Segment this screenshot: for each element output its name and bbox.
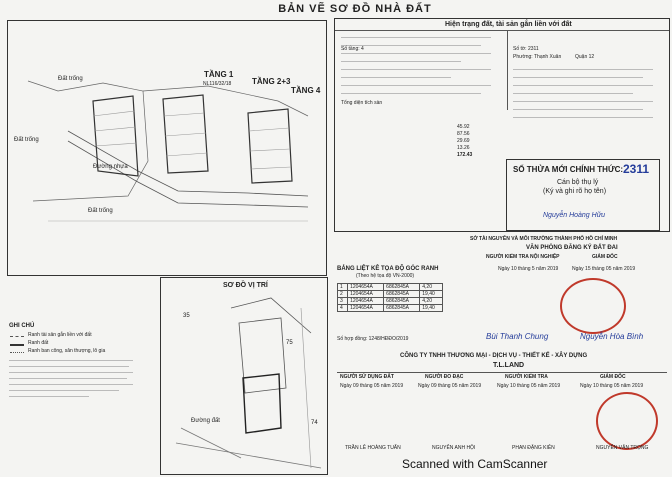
office-line1: SỞ TÀI NGUYÊN VÀ MÔI TRƯỜNG THÀNH PHỐ HỒ CHÍ MINH [470, 236, 618, 242]
note-item-1: Ranh tài sản gắn liền với đất [28, 332, 92, 338]
location-map-drawing [161, 278, 327, 474]
note-item-2: Ranh đất [28, 340, 49, 346]
company-stamp [596, 392, 658, 450]
company-date-c: Ngày 10 tháng 05 năm 2019 [497, 383, 561, 389]
company-col3: NGƯỜI KIỂM TRA [505, 374, 548, 380]
area-value-3: 29.69 [457, 138, 470, 144]
notes-text-block [9, 358, 137, 403]
location-road-label: Đường đất [191, 418, 220, 424]
floor1-label: TẦNG 1 [204, 70, 234, 79]
official-title: SỐ THỬA MỚI CHÍNH THỨC: [513, 165, 624, 174]
drawing-code: Số hợp đồng: 1248/HĐĐO/2019 [337, 336, 409, 342]
floor23-label: TẦNG 2+3 [252, 77, 291, 86]
area-value-total: 172.43 [457, 152, 473, 158]
table-row: 3 1204654A 6862845A 4,20 [338, 298, 443, 305]
office-sign1: Bùi Thanh Chung [486, 332, 549, 341]
plan-frame [7, 20, 327, 276]
official-signer: Nguyễn Hoàng Hữu [543, 212, 606, 219]
company-short: T.L.LAND [493, 362, 525, 369]
parcel-a-label: 35 [183, 313, 190, 319]
office-col2: GIÁM ĐỐC [592, 254, 618, 260]
road-label: Đường nhựa [93, 164, 128, 170]
area-value-2: 87.56 [457, 131, 470, 137]
right-info-lines-b [513, 67, 663, 147]
empty-land-label-mid: Đất trống [14, 137, 39, 143]
company-name2: NGUYỄN ANH HỘI [432, 445, 476, 451]
company-date-a: Ngày 09 tháng 05 năm 2019 [340, 383, 404, 389]
coords-table [337, 283, 443, 312]
floor4-label: TẦNG 4 [291, 86, 321, 95]
office-col1: NGƯỜI KIỂM TRA NỘI NGHIỆP [486, 254, 560, 260]
company-col1: NGƯỜI SỬ DỤNG ĐẤT [340, 374, 394, 380]
location-heading: SƠ ĐỒ VỊ TRÍ [223, 282, 268, 289]
office-stamp [560, 278, 626, 334]
camscanner-watermark: Scanned with CamScanner [402, 457, 548, 471]
area-value-1: 45.92 [457, 124, 470, 130]
official-number: 2311 [623, 162, 650, 176]
table-row: 4 1204654A 6862845A 19,40 [338, 305, 443, 312]
parcel-number: Số tờ: 2311 [513, 46, 539, 52]
table-row: 2 1204654A 6862845A 19,40 [338, 291, 443, 298]
coords-subheading: (Theo hệ tọa độ VN-2000) [356, 273, 415, 279]
company-date-b: Ngày 09 tháng 05 năm 2019 [418, 383, 482, 389]
official-sub2: (Ký và ghi rõ họ tên) [543, 188, 607, 195]
company-name4: NGUYỄN VĂN TRỌNG [596, 445, 649, 451]
parcel-c-label: 74 [311, 420, 318, 426]
office-sign2: Nguyễn Hòa Bình [580, 332, 644, 341]
right-header: Hiện trạng đất, tài sản gắn liền với đất [445, 21, 572, 28]
official-sub1: Cán bộ thụ lý [557, 179, 599, 186]
coords-heading: BẢNG LIỆT KÊ TỌA ĐỘ GÓC RANH [337, 266, 439, 272]
lot-code: NL116/32/18 [203, 81, 232, 87]
notes-heading: GHI CHÚ [9, 323, 35, 329]
floor-plan-drawing [8, 21, 326, 275]
empty-land-label-bottom: Đất trống [88, 208, 113, 214]
company-name: CÔNG TY TNHH THƯƠNG MẠI - DỊCH VỤ - THIẾT KẾ - XÂY DỰNG [400, 353, 588, 359]
office-line2: VĂN PHÒNG ĐĂNG KÝ ĐẤT ĐAI [526, 245, 618, 251]
document-title: BẢN VẼ SƠ ĐỒ NHÀ ĐẤT [278, 3, 432, 15]
right-info-lines [341, 35, 501, 185]
parcel-b-label: 75 [286, 340, 293, 346]
table-row: 1 1204654A 6862845A 4,20 [338, 284, 443, 291]
office-date2: Ngày 15 tháng 05 năm 2019 [572, 266, 636, 272]
note-item-3: Ranh ban công, sân thượng, lô gia [28, 348, 106, 354]
floors-count: Số tầng: 4 [341, 46, 364, 52]
ward-label: Phường: Thạnh Xuân [513, 54, 562, 60]
company-date-d: Ngày 10 tháng 05 năm 2019 [580, 383, 644, 389]
total-area-label: Tổng diện tích sàn [341, 100, 383, 106]
company-name3: PHAN ĐẶNG KIÊN [512, 445, 555, 451]
office-date1: Ngày 10 tháng 5 năm 2019 [498, 266, 559, 272]
empty-land-label-left: Đất trống [58, 76, 83, 82]
company-col4: GIÁM ĐỐC [600, 374, 626, 380]
district-label: Quận 12 [575, 54, 595, 60]
location-map-frame [160, 277, 328, 475]
company-col2: NGƯỜI ĐO ĐẠC [425, 374, 464, 380]
company-name1: TRẦN LÊ HOÀNG TUẤN [345, 445, 401, 451]
area-value-4: 13.26 [457, 145, 470, 151]
official-parcel-box [506, 159, 660, 231]
